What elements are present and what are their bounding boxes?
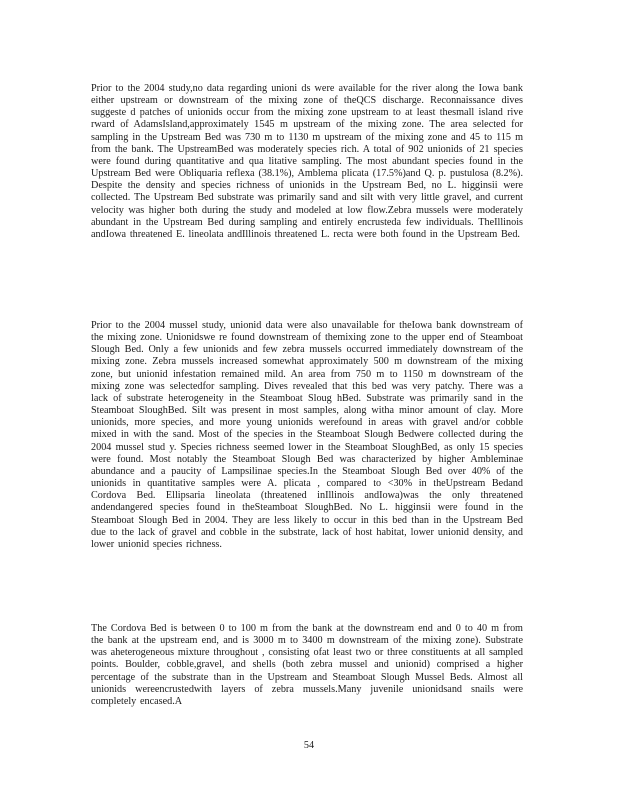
paragraph-cordova-bed: The Cordova Bed is between 0 to 100 m from the bank at the downstream end and 0 to 40 m from the bank at the upstream end, and is 3000 m to 3400 m downstream of the mixing zone). Substrate was aheterogeneous mixture throughout , consisting ofat least two or three constituents at all sampled points. Boulder, cobble,gravel, and shells (both zebra mussel and unionid) comprised a higher percentage of the substrate than in the Upstream and Steamboat Slough Mussel Beds. Almost all unionids wereencrustedwith layers of zebra mussels.Many juvenile unionidsand snails were completely encased.A [91,623,523,707]
paragraph-steamboat-slough-bed: Prior to the 2004 mussel study, unionid data were also unavailable for theIowa bank downstream of the mixing zone. Unionidswe re found downstream of themixing zone to the upper end of Steamboat Slough Bed. Only a few unionids and few zebra mussels occurred immediately downstream of the mixing zone. Zebra mussels increased somewhat approximately 500 m downstream of the mixing zone, but unionid infestation remained mild. An area from 750 m to 1150 m downstream of the mixing zone was selectedfor sampling. Dives revealed that this bed was very patchy. There was a lack of substrate heterogeneity in the Steamboat Sloug hBed. Substrate was primarily sand in the Steamboat SloughBed. Silt was present in most samples, along witha minor amount of clay. More unionids, more species, and more young unionids werefound in areas with gravel and/or cobble mixed in with the sand. Most of the species in the Steamboat Slough Bedwere collected during the 2004 mussel stud y. Species richness seemed lower in the Steamboat SloughBed, as only 15 species were found. Most notably the Steamboat Slough Bed was characterized by higher Ambleminae abundance and a paucity of Lampsilinae species.In the Steamboat Slough Bed over 40% of the unionids in quantitative samples were A. plicata , compared to <30% in theUpstream Bedand Cordova Bed. Ellipsaria lineolata (threatened inIllinois andIowa)was the only threatened andendangered species found in theSteamboat SloughBed. No L. higginsii were found in the Steamboat Slough Bed in 2004. They are less likely to occur in this bed than in the Upstream Bed due to the lack of gravel and cobble in the substrate, lack of host habitat, lower unionid density, and lower unionid species richness. [91,320,523,550]
paragraph-upstream-bed: Prior to the 2004 study,no data regarding unioni ds were available for the river along the Iowa bank either upstream or downstream of the mixing zone of theQCS discharge. Reconnaissance dives suggeste d patches of unionids occur from the mixing zone upstream to at least thesmall island rive rward of AdamsIsland,approximately 1545 m upstream of the mixing zone. The area selected for sampling in the Upstream Bed was 730 m to 1130 m upstream of the mixing zone and 45 to 115 m from the bank. The UpstreamBed was moderately species rich. A total of 902 unionids of 21 species were found during quantitative and qua litative sampling. The most abundant species found in the Upstream Bed were Obliquaria reflexa (38.1%), Amblema plicata (17.5%)and Q. p. pustulosa (8.2%). Despite the density and species richness of unionids in the Upstream Bed, no L. higginsii were collected. The Upstream Bed substrate was primarily sand and silt with very little gravel, and current velocity was higher both during the study and modeled at low flow.Zebra mussels were moderately abundant in the Upstream Bed during sampling and entirely encrusteda few individuals. TheIllinois andIowa threatened E. lineolata andIllinois threatened L. recta were both found in the Upstream Bed. [91,83,523,240]
page-number: 54 [303,740,315,751]
